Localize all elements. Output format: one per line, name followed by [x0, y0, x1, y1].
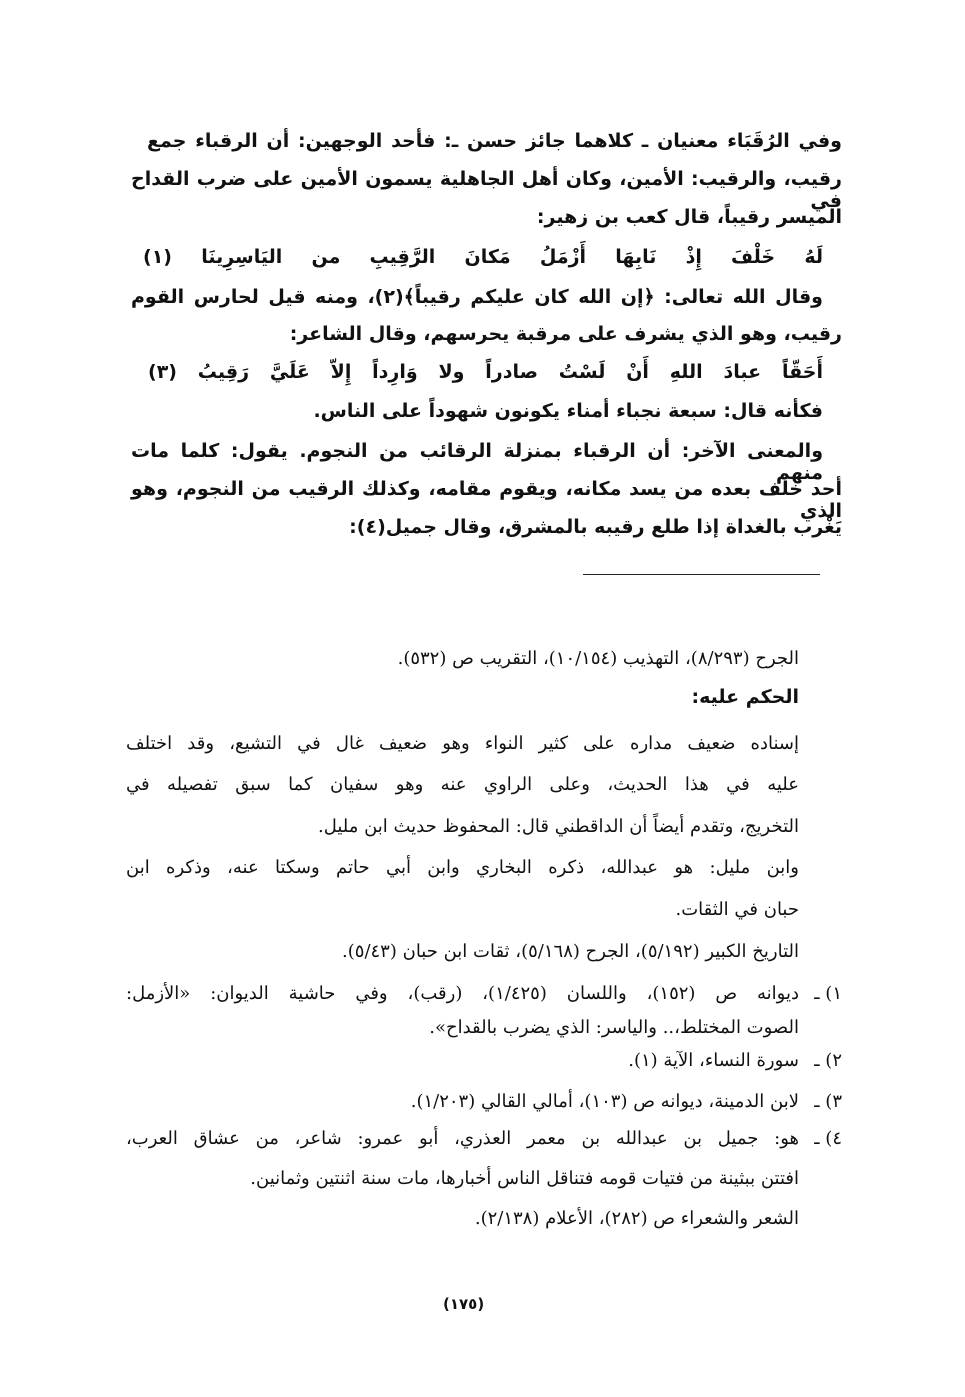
- footnote-number: ١) ـ: [814, 983, 842, 1004]
- footnote-number: ٤) ـ: [814, 1128, 842, 1149]
- main-text-line: والمعنى الآخر: أن الرقباء بمنزلة الرقائب من النجوم. يقول: كلما مات منهم: [131, 440, 823, 484]
- note-line: التاريخ الكبير (٥/١٩٢)، الجرح (٥/١٦٨)، ثقات ابن حبان (٥/٤٣).: [342, 941, 799, 962]
- separator-rule: [583, 574, 820, 575]
- footnote-text: ديوانه ص (١٥٢)، واللسان (١/٤٢٥)، (رقب)، وفي حاشية الديوان: «الأزمل:: [126, 983, 799, 1004]
- main-text-line: الميسر رقيباً، قال كعب بن زهير:: [536, 206, 842, 228]
- poem-verse: لَهُ خَلْفَ إِذْ نَابِهَا أَزْمَلُ مَكانَ الرَّقِيبِ من اليَاسِرِينَا (١): [143, 246, 823, 268]
- note-line: الجرح (٨/٢٩٣)، التهذيب (١٠/١٥٤)، التقريب ص (٥٣٢).: [397, 648, 799, 669]
- main-text-line: فكأنه قال: سبعة نجباء أمناء يكونون شهوداً على الناس.: [313, 400, 823, 422]
- footnote-text: هو: جميل بن عبدالله بن معمر العذري، أبو عمرو: شاعر، من عشاق العرب،: [126, 1128, 799, 1149]
- footnote-text: لابن الدمينة، ديوانه ص (١٠٣)، أمالي القالي (١/٢٠٣).: [410, 1091, 799, 1112]
- footnote-number: ٣) ـ: [814, 1091, 842, 1112]
- main-text-line: وقال الله تعالى: ﴿إن الله كان عليكم رقيباً﴾(٢)، ومنه قيل لحارس القوم: [131, 286, 823, 308]
- footnote-text: الشعر والشعراء ص (٢٨٢)، الأعلام (٢/١٣٨).: [474, 1208, 799, 1229]
- main-text-line: رقيب، والرقيب: الأمين، وكان أهل الجاهلية يسمون الأمين على ضرب القداح في: [131, 168, 842, 212]
- main-text-line: يَغْرب بالغداة إذا طلع رقيبه بالمشرق، وقال جميل(٤):: [349, 516, 842, 538]
- footnote-text: الصوت المختلط،.. والياسر: الذي يضرب بالقداح».: [429, 1017, 799, 1038]
- note-line: التخريج، وتقدم أيضاً أن الداقطني قال: المحفوظ حديث ابن مليل.: [317, 816, 799, 837]
- section-heading: الحكم عليه:: [691, 686, 799, 708]
- footnote-text: افتتن ببثينة من فتيات قومه فتناقل الناس أخبارها، مات سنة اثنتين وثمانين.: [250, 1168, 799, 1189]
- main-text-line: رقيب، وهو الذي يشرف على مرقبة يحرسهم، وقال الشاعر:: [289, 323, 842, 345]
- footnote-number: ٢) ـ: [814, 1050, 842, 1071]
- footnote-text: سورة النساء، الآية (١).: [628, 1050, 799, 1071]
- main-text-line: وفي الرُقَبَاء معنيان ـ كلاهما جائز حسن ـ: فأحد الوجهين: أن الرقباء جمع: [147, 130, 842, 152]
- poem-verse: أَحَقّاً عبادَ اللهِ أَنْ لَسْتُ صادراً ولا وَارِداً إِلاّ عَلَيَّ رَقِيبُ (٣): [148, 361, 823, 383]
- note-line: حبان في الثقات.: [675, 899, 799, 920]
- page-number: (١٧٥): [443, 1295, 485, 1313]
- main-text-line: أحد خلف بعده من يسد مكانه، ويقوم مقامه، وكذلك الرقيب من النجوم، وهو الذي: [131, 478, 842, 522]
- note-line: عليه في هذا الحديث، وعلى الراوي عنه وهو سفيان كما سبق تفصيله في: [126, 774, 799, 795]
- note-line: وابن مليل: هو عبدالله، ذكره البخاري وابن أبي حاتم وسكتا عنه، وذكره ابن: [126, 857, 799, 878]
- note-line: إسناده ضعيف مداره على كثير النواء وهو ضعيف غال في التشيع، وقد اختلف: [126, 733, 799, 754]
